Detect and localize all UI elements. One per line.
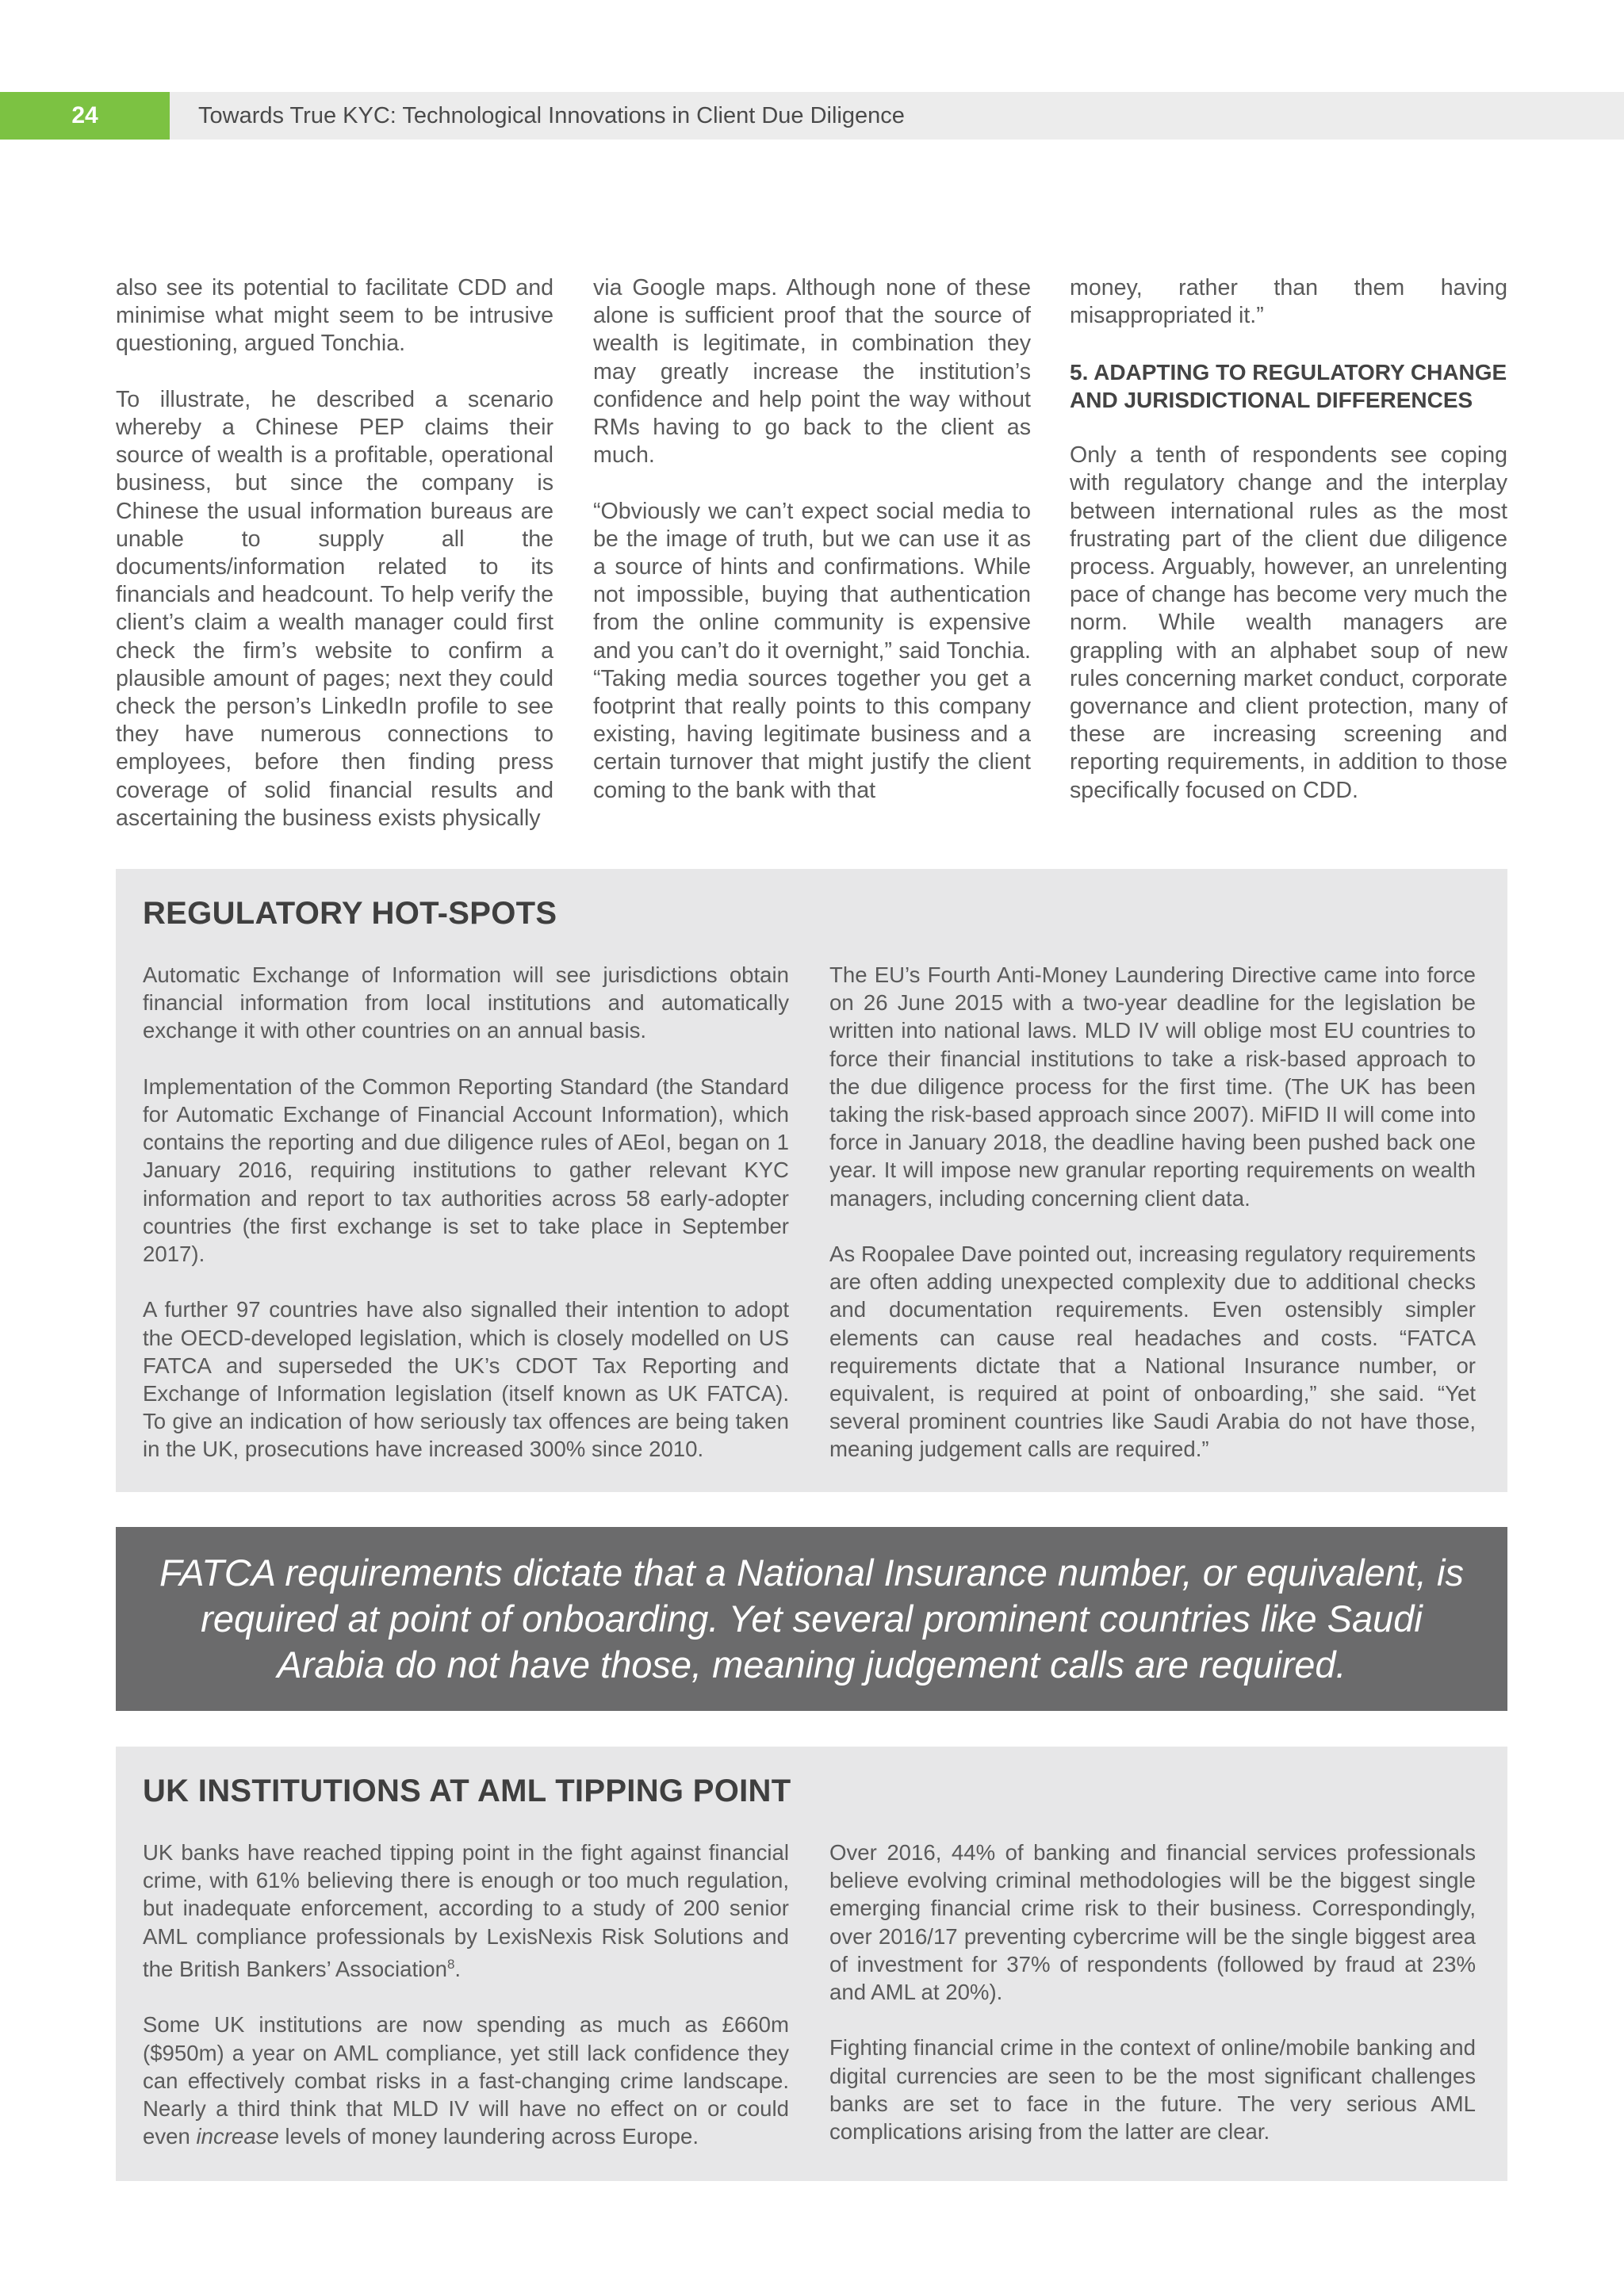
body-column-2 <box>593 274 1031 805</box>
page-number: 24 <box>0 92 170 140</box>
box-title: UK INSTITUTIONS AT AML TIPPING POINT <box>143 1774 791 1808</box>
running-title: Towards True KYC: Technological Innovations in Client Due Diligence <box>198 102 905 128</box>
regulatory-hotspots-box <box>116 869 1507 1492</box>
paragraph <box>143 2011 789 2150</box>
paragraph: money, rather than them having misappropriated it.” <box>1070 275 1507 329</box>
footnote-marker: 8 <box>446 1956 455 1972</box>
pull-quote-text: FATCA requirements dictate that a National Insurance number, or equivalent, is required at point of onboarding. Yet several prominent countries like Saudi Arabia do not have those, meaning judgement calls are required. <box>159 1552 1464 1686</box>
box-column-right <box>829 1839 1476 2145</box>
box-column-left <box>143 1839 789 2150</box>
paragraph <box>143 1839 789 1983</box>
paragraph-text: levels of money laundering across Europe. <box>278 2124 699 2149</box>
paragraph: Implementation of the Common Reporting Standard (the Standard for Automatic Exchange of Financial Account Information), which contains the reporting and due diligence rules of AEoI, began on 1 January 2016, requiring institutions to gather relevant KYC information and report to tax authorities across 58 early-adopter countries (the first exchange is set to take place in September 2017). <box>143 1073 789 1267</box>
paragraph: via Google maps. Although none of these alone is sufficient proof that the source of wealth is legitimate, in combination they may greatly increase the institution’s confidence and help point the way without RMs having to go back to the client as much. <box>593 275 1031 469</box>
paragraph: The EU’s Fourth Anti-Money Laundering Directive came into force on 26 June 2015 with a two-year deadline for the legislation be written into national laws. MLD IV will oblige most EU countries to force their financial institutions to take a risk-based approach to the due diligence process for the first time. (The UK has been taking the risk-based approach since 2007). MiFID II will come into force in January 2018, the deadline having been pushed back one year. It will impose new granular reporting requirements on wealth managers, including concerning client data. <box>829 962 1476 1211</box>
paragraph: also see its potential to facilitate CDD and minimise what might seem to be intrusive questioning, argued Tonchia. <box>116 275 553 357</box>
body-column-3 <box>1070 274 1507 805</box>
paragraph: “Obviously we can’t expect social media to be the image of truth, but we can use it as a source of hints and confirmations. While not impossible, buying that authentication from the online community is expensive and you can’t do it overnight,” said Tonchia. “Taking media sources together you get a footprint that really points to this company existing, having legitimate business and a certain turnover that might justify the client coming to the bank with that <box>593 498 1031 803</box>
box-column-right <box>829 961 1476 1464</box>
paragraph: Over 2016, 44% of banking and financial services professionals believe evolving criminal methodologies will be the biggest single emerging financial crime risk to their business. Correspondingly, over 2016/17 preventing cybercrime will be the single biggest area of investment for 37% of respondents (followed by fraud at 23% and AML at 20%). <box>829 1840 1476 2005</box>
paragraph: To illustrate, he described a scenario whereby a Chinese PEP claims their source of wealth is a profitable, operational business, but since the company is Chinese the usual information bureaus are unable to supply all the documents/information related to its financials and headcount. To help verify the client’s claim a wealth manager could first check the firm’s website to confirm a plausible amount of pages; next they could check the person’s LinkedIn profile to see they have numerous connections to employees, before then finding press coverage of solid financial results and ascertaining the business exists physically <box>116 386 553 831</box>
box-column-left <box>143 961 789 1464</box>
paragraph: Only a tenth of respondents see coping with regulatory change and the interplay between international rules as the most frustrating part of the client due diligence process. Arguably, however, an unrelenting pace of change has become very much the norm. While wealth managers are grappling with an alphabet soup of new rules concerning market conduct, corporate governance and client protection, many of these are increasing screening and reporting requirements, in addition to those specifically focused on CDD. <box>1070 442 1507 803</box>
body-column-1 <box>116 274 553 832</box>
paragraph-text: Some UK institutions are now spending as much as £660m ($950m) a year on AML compliance, yet still lack confidence they can effectively combat risks in a fast-changing crime landscape. Nearly a third think that MLD IV will have no effect on or could even <box>143 2012 789 2149</box>
paragraph: Fighting financial crime in the context of online/mobile banking and digital currencies are seen to be the most significant challenges banks are set to face in the future. The very serious AML complications arising from the latter are clear. <box>829 2035 1476 2145</box>
box-title: REGULATORY HOT-SPOTS <box>143 896 557 931</box>
paragraph: Automatic Exchange of Information will see jurisdictions obtain financial information from local institutions and automatically exchange it with other countries on an annual basis. <box>143 962 789 1043</box>
paragraph-end: . <box>454 1957 462 1981</box>
paragraph-text: UK banks have reached tipping point in the fight against financial crime, with 61% believing there is enough or too much regulation, but inadequate enforcement, according to a study of 200 senior AML compliance professionals by LexisNexis Risk Solutions and the British Bankers’ Association <box>143 1840 789 1981</box>
pull-quote <box>116 1527 1507 1711</box>
paragraph: As Roopalee Dave pointed out, increasing regulatory requirements are often adding unexpected complexity due to additional checks and documentation requirements. Even ostensibly simpler elements can cause real headaches and costs. “FATCA requirements dictate that a National Insurance number, or equivalent, is required at point of onboarding,” she said. “Yet several prominent countries like Saudi Arabia do not have those, meaning judgement calls are required.” <box>829 1242 1476 1462</box>
running-header <box>0 92 1624 140</box>
section-heading: 5. ADAPTING TO REGULATORY CHANGE AND JURISDICTIONAL DIFFERENCES <box>1070 359 1507 412</box>
paragraph: A further 97 countries have also signalled their intention to adopt the OECD-developed legislation, which is closely modelled on US FATCA and superseded the UK’s CDOT Tax Reporting and Exchange of Information legislation (itself known as UK FATCA). To give an indication of how seriously tax offences are being taken in the UK, prosecutions have increased 300% since 2010. <box>143 1297 789 1462</box>
uk-institutions-box <box>116 1747 1507 2181</box>
emphasis: increase <box>196 2124 279 2149</box>
